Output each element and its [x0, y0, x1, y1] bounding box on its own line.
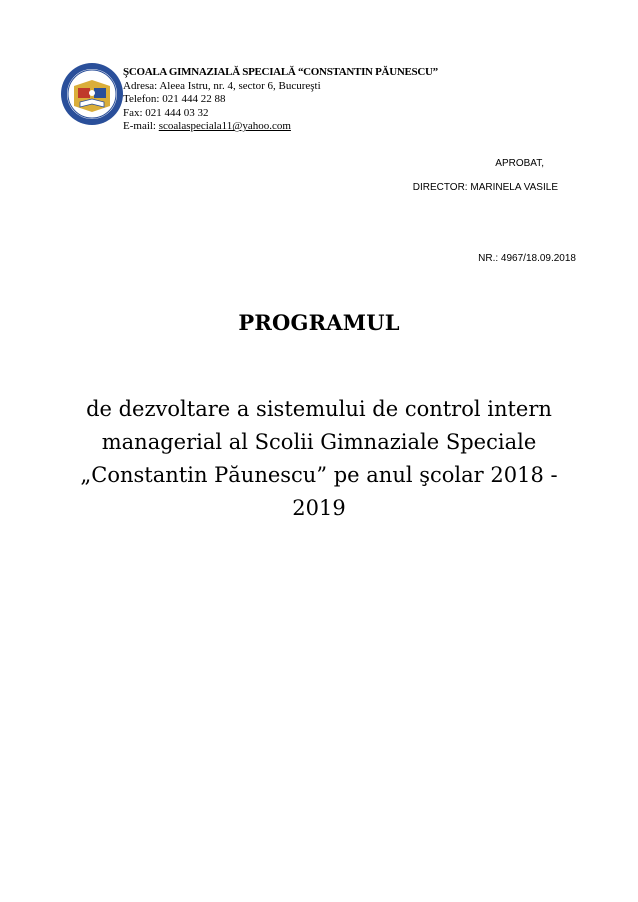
document-title: PROGRAMUL — [238, 310, 400, 335]
school-phone: Telefon: 021 444 22 88 — [123, 93, 226, 106]
contact-block — [123, 66, 438, 134]
email-link[interactable]: scoalaspeciala11@yahoo.com — [158, 120, 291, 133]
letterhead — [60, 62, 580, 142]
school-address: Adresa: Aleea Istru, nr. 4, sector 6, Bucureşti — [123, 79, 321, 92]
school-email — [123, 120, 438, 134]
registration-number: NR.: 4967/18.09.2018 — [478, 253, 576, 264]
school-name: ŞCOALA GIMNAZIALĂ SPECIALĂ “CONSTANTIN PĂUNESCU” — [123, 66, 438, 78]
approved-label: APROBAT, — [495, 158, 544, 169]
email-label: E-mail: — [123, 120, 159, 133]
document-subtitle: de dezvoltare a sistemului de control intern managerial al Scolii Gimnaziale Speciale „Constantin Păunescu” pe anul şcolar 2018 - 2019 — [80, 397, 558, 520]
school-fax: Fax: 021 444 03 32 — [123, 106, 209, 119]
school-crest-icon — [60, 62, 124, 126]
director-name: DIRECTOR: MARINELA VASILE — [412, 182, 558, 193]
